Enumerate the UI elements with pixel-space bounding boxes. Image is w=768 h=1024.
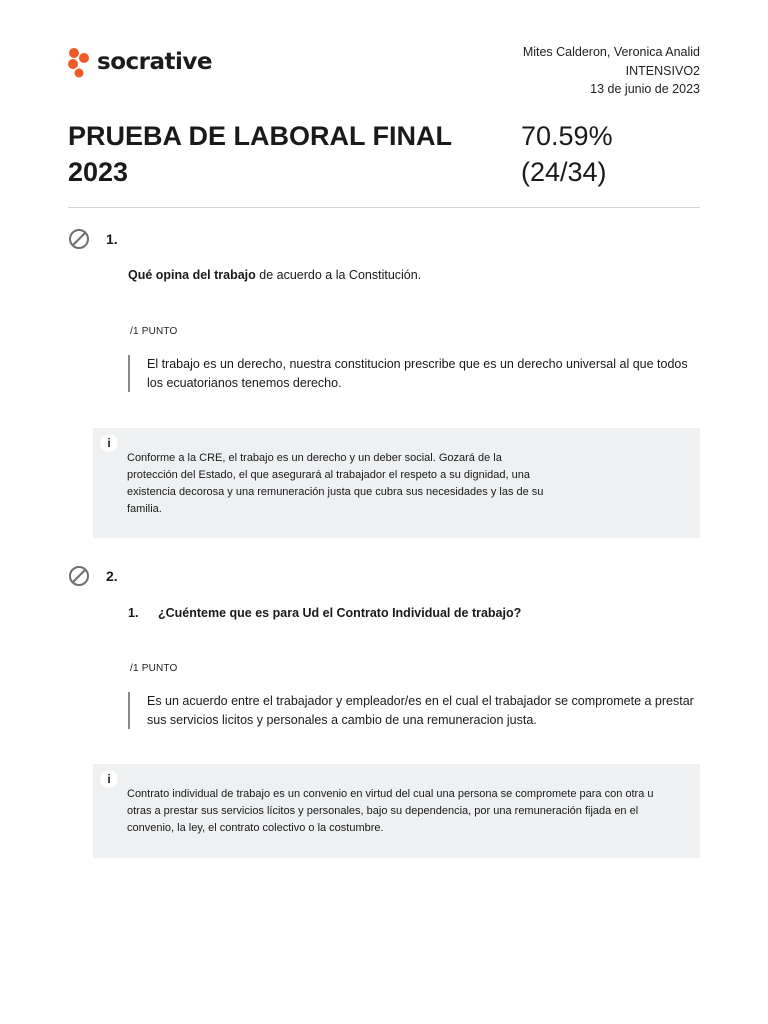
info-icon: i [100, 770, 118, 788]
socrative-logo-icon [66, 46, 92, 78]
prompt-list-number: 1. [128, 606, 139, 620]
not-graded-icon [68, 228, 90, 250]
class-name: INTENSIVO2 [625, 63, 700, 78]
question-prompt-text: ¿Cuénteme que es para Ud el Contrato Individual de trabajo? [158, 606, 522, 620]
question-prompt [128, 606, 521, 620]
explanation-text: Contrato individual de trabajo es un convenio en virtud del cual una persona se compromete para con otra u otras a prestar sus servicios lícitos y personales, bajo su dependencia, por una remuneración fijada en el convenio, la ley, el contrato colectivo o la costumbre. [127, 788, 654, 834]
report-meta [523, 43, 700, 99]
question-points: /1 PUNTO [130, 326, 178, 337]
explanation-box [93, 428, 700, 538]
quiz-title: PRUEBA DE LABORAL FINAL 2023 [68, 121, 452, 187]
explanation-text: Conforme a la CRE, el trabajo es un derecho y un deber social. Gozará de la protección del Estado, el que asegurará al trabajador el respeto a su dignidad, una existencia decorosa y una remuneración justa que cubra sus necesidades y las de su familia. [127, 452, 544, 515]
student-name: Mites Calderon, Veronica Analid [522, 45, 700, 59]
score-percent: 70.59% [521, 121, 613, 151]
score-fraction: (24/34) [521, 157, 607, 187]
info-icon: i [100, 434, 118, 452]
socrative-logo [66, 46, 212, 78]
student-answer: Es un acuerdo entre el trabajador y empleador/es en el cual el trabajador se compromete a prestar sus servicios licitos y personales a cambio de una remuneracion justa. [128, 692, 700, 729]
report-date: 13 de junio de 2023 [590, 82, 700, 96]
question-number: 1. [106, 231, 118, 247]
question-number: 2. [106, 568, 118, 584]
header-divider [68, 207, 700, 208]
question-prompt [128, 268, 421, 282]
student-answer: El trabajo es un derecho, nuestra constitucion prescribe que es un derecho universal al que todos los ecuatorianos tenemos derecho. [128, 355, 700, 392]
question-points: /1 PUNTO [130, 663, 178, 674]
explanation-box [93, 764, 700, 858]
question-prompt-rest: de acuerdo a la Constitución. [255, 268, 422, 282]
quiz-score [521, 118, 613, 190]
brand-name: socrative [97, 49, 212, 75]
not-graded-icon [68, 565, 90, 587]
question-prompt-bold: Qué opina del trabajo [128, 268, 256, 282]
